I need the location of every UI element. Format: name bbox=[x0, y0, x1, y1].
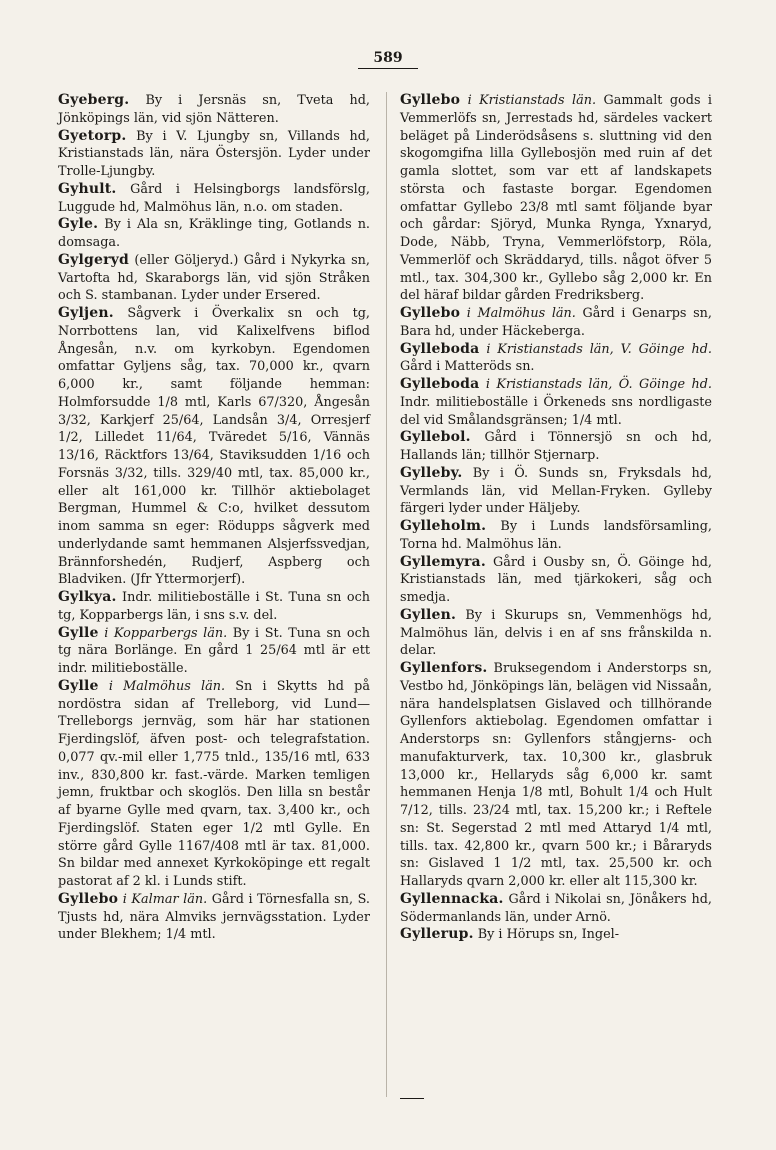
entry-headword: Gyhult. bbox=[58, 180, 117, 197]
entry-location: i Kristianstads län. bbox=[460, 93, 597, 108]
entry-text: By i Hörups sn, Ingel- bbox=[473, 927, 620, 943]
entry-text: By i Ala sn, Kräklinge ting, Gotlands n. domsaga. bbox=[58, 217, 370, 250]
page-number: 589 bbox=[373, 50, 403, 66]
entry-headword: Gyllennacka. bbox=[400, 890, 504, 907]
entry-headword: Gyllebol. bbox=[400, 429, 471, 446]
entry-headword: Gyllemyra. bbox=[400, 553, 486, 570]
dictionary-entry bbox=[400, 429, 712, 465]
dictionary-entry bbox=[400, 660, 712, 891]
bottom-rule bbox=[400, 1098, 424, 1099]
entry-headword: Gylle bbox=[58, 677, 99, 694]
entry-text: Gård i Tönnersjö sn och hd, Hallands län; tillhör Stjernarp. bbox=[400, 430, 712, 463]
entry-headword: Gylleby. bbox=[400, 464, 463, 481]
entry-text: Indr. militieboställe i Örkeneds sns nordligaste del vid Smålandsgränsen; 1/4 mtl. bbox=[400, 394, 712, 428]
entry-headword: Gyllen. bbox=[400, 606, 457, 623]
dictionary-entry bbox=[58, 181, 370, 217]
entry-text: Bruksegendom i Anderstorps sn, Vestbo hd, Jönköpings län, belägen vid Nissaån, nära handelsplatsen Gislaved och tillhörande Gyllenfors aktiebolag. Egendomen omfattar i Anderstorps sn: Gyllenfors stångjerns- och manufakturverk, tax. 10,300 kr., glasbruk 13,000 kr., Hellaryds såg 6,000 kr. samt hemmanen Henja 1/8 mtl, Bohult 1/4 och Hult 7/12, tills. 23/24 mtl, tax. 15,200 kr.; i Reftele sn: St. Segerstad 2 mtl med Attaryd 1/4 mtl, tills. tax. 42,800 kr., qvarn 500 kr.; i Båraryds sn: Gislaved 1 1/2 mtl, tax. 25,500 kr. och Hallaryds qvarn 2,000 kr. eller alt 115,300 kr. bbox=[400, 661, 712, 889]
entry-headword: Gyle. bbox=[58, 216, 99, 233]
page-number-rule bbox=[358, 68, 418, 69]
entry-text: Indr. militieboställe i St. Tuna sn och tg, Kopparbergs län, i sns s.v. del. bbox=[58, 590, 370, 623]
entry-headword: Gyljen. bbox=[58, 305, 114, 321]
dictionary-entry bbox=[400, 305, 712, 341]
entry-location: i Kristianstads län, Ö. Göinge hd. bbox=[479, 377, 712, 392]
entry-text: By i Skurups sn, Vemmenhögs hd, Malmöhus län, delvis i en af sns frånskilda n. delar. bbox=[400, 607, 712, 659]
entry-headword: Gyllebo bbox=[58, 890, 119, 907]
dictionary-entry bbox=[400, 554, 712, 607]
entry-text: Gård i Ousby sn, Ö. Göinge hd, Kristianstads län, med tjärkokeri, såg och smedja. bbox=[400, 554, 712, 605]
dictionary-entry bbox=[58, 92, 370, 128]
dictionary-entry bbox=[400, 465, 712, 518]
left-column bbox=[58, 92, 370, 944]
entry-text: Gård i Törnesfalla sn, S. Tjusts hd, nära Almviks jernvägsstation. Lyder under Blekhem; 1/4 mtl. bbox=[58, 891, 370, 943]
dictionary-entry bbox=[400, 891, 712, 927]
dictionary-entry bbox=[58, 678, 370, 891]
dictionary-entry bbox=[58, 625, 370, 678]
entry-headword: Gyeberg. bbox=[58, 92, 130, 108]
dictionary-entry bbox=[400, 518, 712, 554]
entry-headword: Gylleboda bbox=[400, 376, 480, 392]
entry-text: Sågverk i Överkalix sn och tg, Norrbottens lan, vid Kalixelfvens biflod Ångesån, n.v. om kyrkobyn. Egendomen omfattar Gyljens såg, tax. 70,000 kr., qvarn 6,000 kr., samt följande hemman: Holmforsudde 1/8 mtl, Karls 67/320, Ångesån 3/32, Karkjerf 25/64, Landsån 3/4, Orresjerf 1/2, Lilledet 11/64, Tväredet 5/16, Vännäs 13/16, Räcktfors 13/64, Staviksudden 1/16 och Forsnäs 3/32, tills. 329/40 mtl, tax. 85,000 kr., eller alt 161,000 kr. Tillhör aktiebolaget Bergman, Hummel & C:o, hvilket dessutom inom samma sn eger: Rödupps sågverk med underlydande samt hemmanen Alsjerfssvedjan, Brännforshedén, Rudjerf, Aspberg och Bladviken. (Jfr Yttermorjerf). bbox=[58, 306, 370, 588]
dictionary-entry bbox=[400, 376, 712, 429]
entry-text: By i Lunds landsförsamling, Torna hd. Malmöhus län. bbox=[400, 519, 712, 552]
entry-text: By i Jersnäs sn, Tveta hd, Jönköpings län, vid sjön Nätteren. bbox=[58, 93, 370, 126]
entry-headword: Gyllenfors. bbox=[400, 660, 488, 676]
entry-location: i Malmöhus län. bbox=[98, 678, 226, 694]
entry-headword: Gylleboda bbox=[400, 340, 480, 357]
dictionary-entry bbox=[58, 305, 370, 589]
entry-text: By i Ö. Sunds sn, Fryksdals hd, Vermlands län, vid Mellan-Fryken. Gylleby färgeri lyder under Häljeby. bbox=[400, 465, 712, 517]
right-column bbox=[400, 92, 712, 944]
entry-text: Gammalt gods i Vemmerlöfs sn, Jerrestads hd, särdeles vackert beläget på Linderödsåsens s. sluttning vid den skogomgifna lilla Gyllebosjön med ruin af det gamla slottet, som var ett af landskapets största och fastaste borgar. Egendomen omfattar Gyllebo 23/8 mtl samt följande byar och gårdar: Sjöryd, Munka Rynga, Yxnaryd, Dode, Näbb, Tryna, Vemmerlöfstorp, Röla, Vemmerlöf och Skräddaryd, tills. något öfver 5 mtl., tax. 304,300 kr., Gyllebo såg 2,000 kr. En del häraf bildar gården Fredriksberg. bbox=[400, 93, 713, 304]
dictionary-entry bbox=[58, 589, 370, 625]
entry-text: Gård i Nikolai sn, Jönåkers hd, Södermanlands län, under Arnö. bbox=[400, 891, 712, 925]
entry-text: (eller Göljeryd.) Gård i Nykyrka sn, Vartofta hd, Skaraborgs län, vid sjön Stråken och S. stambanan. Lyder under Ersered. bbox=[58, 252, 370, 304]
dictionary-entry bbox=[400, 926, 712, 944]
entry-headword: Gyllebo bbox=[400, 92, 461, 108]
entry-headword: Gylkya. bbox=[58, 589, 117, 605]
entry-headword: Gylgeryd bbox=[58, 251, 130, 268]
dictionary-entry bbox=[58, 216, 370, 252]
entry-text: Sn i Skytts hd på nordöstra sidan af Trelleborg, vid Lund—Trelleborgs jernväg, som här har stationen Fjerdingslöf, äfven post- och telegrafstation. 0,077 qv.-mil eller 1,775 tnld., 135/16 mtl, 633 inv., 830,800 kr. fast.-värde. Marken temligen jemn, fruktbar och skoglös. Den lilla sn består af byarne Gylle med qvarn, tax. 3,400 kr., och Fjerdingslöf. Staten eger 1/2 mtl Gylle. En större gård Gylle 1167/408 mtl är tax. 81,000. Sn bildar med annexet Kyrkoköpinge ett regalt pastorat af 2 kl. i Lunds stift. bbox=[58, 678, 370, 889]
entry-text: By i St. Tuna sn och tg nära Borlänge. En gård 1 25/64 mtl är ett indr. militieboställe. bbox=[58, 625, 370, 676]
column-divider bbox=[386, 92, 387, 1097]
entry-headword: Gyllerup. bbox=[400, 926, 474, 943]
entry-text: By i V. Ljungby sn, Villands hd, Kristianstads län, nära Östersjön. Lyder under Trolle-Ljungby. bbox=[58, 128, 370, 179]
entry-text: Gård i Helsingborgs landsförslg, Luggude hd, Malmöhus län, n.o. om staden. bbox=[58, 181, 370, 215]
entry-headword: Gyllebo bbox=[400, 305, 461, 321]
entry-headword: Gyetorp. bbox=[58, 127, 127, 144]
entry-headword: Gylleholm. bbox=[400, 518, 487, 534]
entry-text: Gård i Genarps sn, Bara hd, under Häckeberga. bbox=[400, 306, 712, 339]
entry-headword: Gylle bbox=[58, 624, 99, 641]
entry-location: i Kristianstads län, V. Göinge hd. bbox=[479, 341, 712, 357]
dictionary-entry bbox=[400, 341, 712, 377]
dictionary-entry bbox=[58, 891, 370, 944]
entry-location: i Kopparbergs län. bbox=[98, 625, 228, 641]
dictionary-entry bbox=[400, 607, 712, 660]
entry-text: Gård i Matteröds sn. bbox=[400, 359, 535, 375]
dictionary-entry bbox=[58, 128, 370, 181]
entry-location: i Kalmar län. bbox=[118, 891, 208, 907]
dictionary-entry bbox=[400, 92, 712, 305]
entry-location: i Malmöhus län. bbox=[460, 306, 576, 321]
dictionary-entry bbox=[58, 252, 370, 305]
